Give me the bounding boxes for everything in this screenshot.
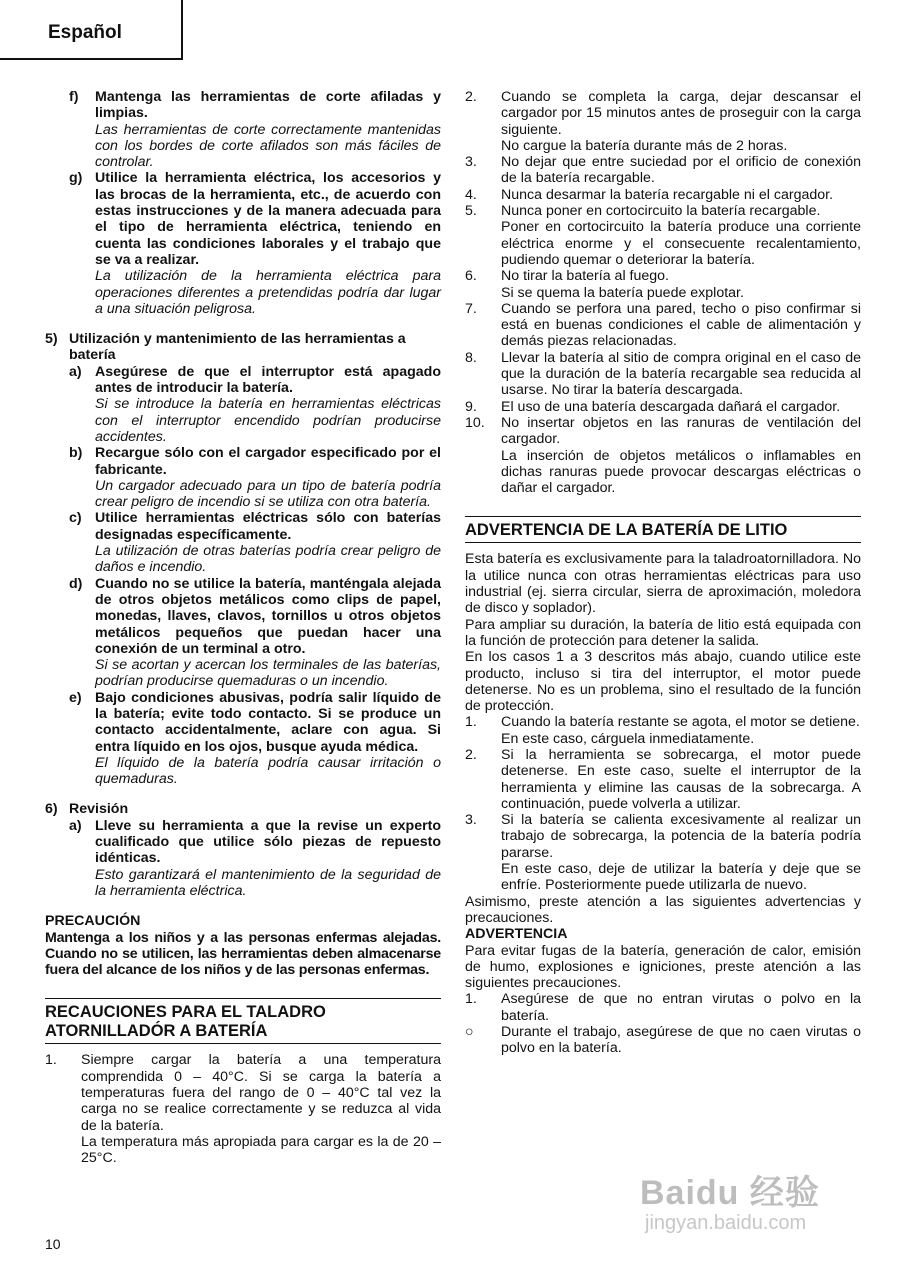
caution-text: Mantenga a los niños y a las personas enfermas alejadas. Cuando no se utilicen, las herramientas deben almacenarse fuera del alcance de los niños y de las personas enfermas. (45, 929, 441, 979)
left-column (45, 89, 441, 1167)
language-label: Español (48, 22, 122, 43)
right-column (465, 89, 861, 1057)
section-6-title: 6) Revisión (45, 801, 129, 818)
drill-item-7: 7. Cuando se perfora una pared, techo o piso confirmar si está en buenas condiciones el cable de alimentación y demás piezas relacionadas. (465, 300, 861, 350)
warning-item-1: 1. Asegúrese de que no entran virutas o polvo en la batería. (465, 991, 861, 1024)
list-item-5c: c) Utilice herramientas eléctricas sólo con baterías designadas específicamente. La utilización de otras baterías podría crear peligro de daños e incendio. (69, 510, 441, 576)
list-item-5e: e) Bajo condiciones abusivas, podría salir líquido de la batería; evite todo contacto. Si se produce un contacto accidentalmente, aclare con agua. Si entra líquido en los ojos, busque ayuda médica. El líquido de la batería podría causar irritación o quemaduras. (69, 689, 441, 788)
drill-item-4: 4. Nunca desarmar la batería recargable ni el cargador. (465, 186, 834, 203)
watermark-logo: Baidu 经验 (640, 1174, 820, 1212)
section-5-title: 5) Utilización y mantenimiento de las herramientas a batería (45, 331, 406, 364)
drill-heading: RECAUCIONES PARA EL TALADRO ATORNILLADÓR A BATERÍA (45, 998, 441, 1044)
language-tab (0, 0, 183, 60)
drill-item-10: 10. No insertar objetos en las ranuras de ventilación del cargador. La inserción de objetos metálicos o inflamables en dichas ranuras puede provocar descargas eléctricas o dañar el cargador. (465, 414, 861, 497)
list-item-5a: a) Asegúrese de que el interruptor está apagado antes de introducir la batería. Si se introduce la batería en herramientas eléctricas con el interruptor encendido podrían producirse accidentes. (69, 363, 441, 445)
warning-text: Para evitar fugas de la batería, generación de calor, emisión de humo, explosiones e igniciones, preste atención a las siguientes precauciones. (465, 942, 861, 992)
watermark-url: jingyan.baidu.com (645, 1212, 807, 1234)
drill-item-2: 2. Cuando se completa la carga, dejar descansar el cargador por 15 minutos antes de proseguir con la carga siguiente. No cargue la batería durante más de 2 horas. (465, 89, 861, 154)
warning-item-2: ○ Durante el trabajo, asegúrese de que no caen virutas o polvo en la batería. (465, 1024, 861, 1057)
lithium-paragraph-2: Para ampliar su duración, la batería de litio está equipada con la función de protección para detener la salida. (465, 616, 861, 649)
drill-item-6: 6. No tirar la batería al fuego. Si se quema la batería puede explotar. (465, 268, 744, 301)
list-item-5d: d) Cuando no se utilice la batería, manténgala alejada de otros objetos metálicos como clips de papel, monedas, llaves, clavos, tornillos u otros objetos metálicos pequeños que puedan hacer una conexión de un terminal a otro. Si se acortan y acercan los terminales de las baterías, podrían producirse quemaduras o un incendio. (69, 575, 441, 690)
drill-item-3: 3. No dejar que entre suciedad por el orificio de conexión de la batería recargable. (465, 154, 861, 187)
warning-title: ADVERTENCIA (465, 926, 568, 943)
page-number: 10 (45, 1236, 61, 1252)
drill-item-9: 9. El uso de una batería descargada dañará el cargador. (465, 398, 841, 415)
lithium-paragraph-1: Esta batería es exclusivamente para la taladroatornilladora. No la utilice nunca con otras herramientas eléctricas para uso industrial (ej. sierra circular, sierra de aproximación, moledora de disco y soplador). (465, 551, 861, 617)
attention-text: Asimismo, preste atención a las siguientes advertencias y precauciones. (465, 893, 861, 926)
lithium-item-3: 3. Si la batería se calienta excesivamente al realizar un trabajo de sobrecarga, la potencia de la batería podría pararse. En este caso, deje de utilizar la batería y deje que se enfríe. Posteriormente puede utilizarla de nuevo. (465, 812, 861, 894)
list-item-6a: a) Lleve su herramienta a que la revise un experto cualificado que utilice sólo piezas de repuesto idénticas. Esto garantizará el mantenimiento de la seguridad de la herramienta eléctrica. (69, 817, 441, 899)
list-item-5b: b) Recargue sólo con el cargador especificado por el fabricante. Un cargador adecuado para un tipo de batería podría crear peligro de incendio si se utiliza con otra batería. (69, 445, 441, 511)
lithium-heading: ADVERTENCIA DE LA BATERÍA DE LITIO (465, 516, 861, 543)
drill-item-1: 1. Siempre cargar la batería a una temperatura comprendida 0 – 40°C. Si se carga la batería a temperaturas fuera del rango de 0 – 40°C tal vez la carga no se realice correctamente y se reduzca al vida de la batería. La temperatura más apropiada para cargar es la de 20 – 25°C. (45, 1052, 441, 1167)
lithium-item-2: 2. Si la herramienta se sobrecarga, el motor puede detenerse. En este caso, suelte el interruptor de la herramienta y elimine las causas de la sobrecarga. A continuación, puede volverla a utilizar. (465, 746, 861, 812)
list-item-f: f) Mantenga las herramientas de corte afiladas y limpias. Las herramientas de corte correctamente mantenidas con los bordes de corte afilados son más fáciles de controlar. (69, 89, 441, 171)
lithium-paragraph-3: En los casos 1 a 3 descritos más abajo, cuando utilice este producto, incluso si tira del interruptor, el motor puede detenerse. No es un problema, sino el resultado de la función de protección. (465, 649, 861, 715)
lithium-item-1: 1. Cuando la batería restante se agota, el motor se detiene. En este caso, cárguela inmediatamente. (465, 714, 860, 747)
drill-item-5: 5. Nunca poner en cortocircuito la batería recargable. Poner en cortocircuito la batería produce una corriente eléctrica enorme y el consecuente recalentamiento, pudiendo quemar o deteriorar la batería. (465, 203, 861, 268)
caution-title: PRECAUCIÓN (45, 913, 141, 930)
list-item-g: g) Utilice la herramienta eléctrica, los accesorios y las brocas de la herramienta, etc., de acuerdo con estas instrucciones y de la manera adecuada para el tipo de herramienta eléctrica, teniendo en cuenta las condiciones laborales y el trabajo que se va a realizar. La utilización de la herramienta eléctrica para operaciones diferentes a pretendidas podría dar lugar a una situación peligrosa. (69, 170, 441, 317)
drill-item-8: 8. Llevar la batería al sitio de compra original en el caso de que la duración de la batería recargable sea reducida al usarse. No tirar la batería descargada. (465, 349, 861, 399)
